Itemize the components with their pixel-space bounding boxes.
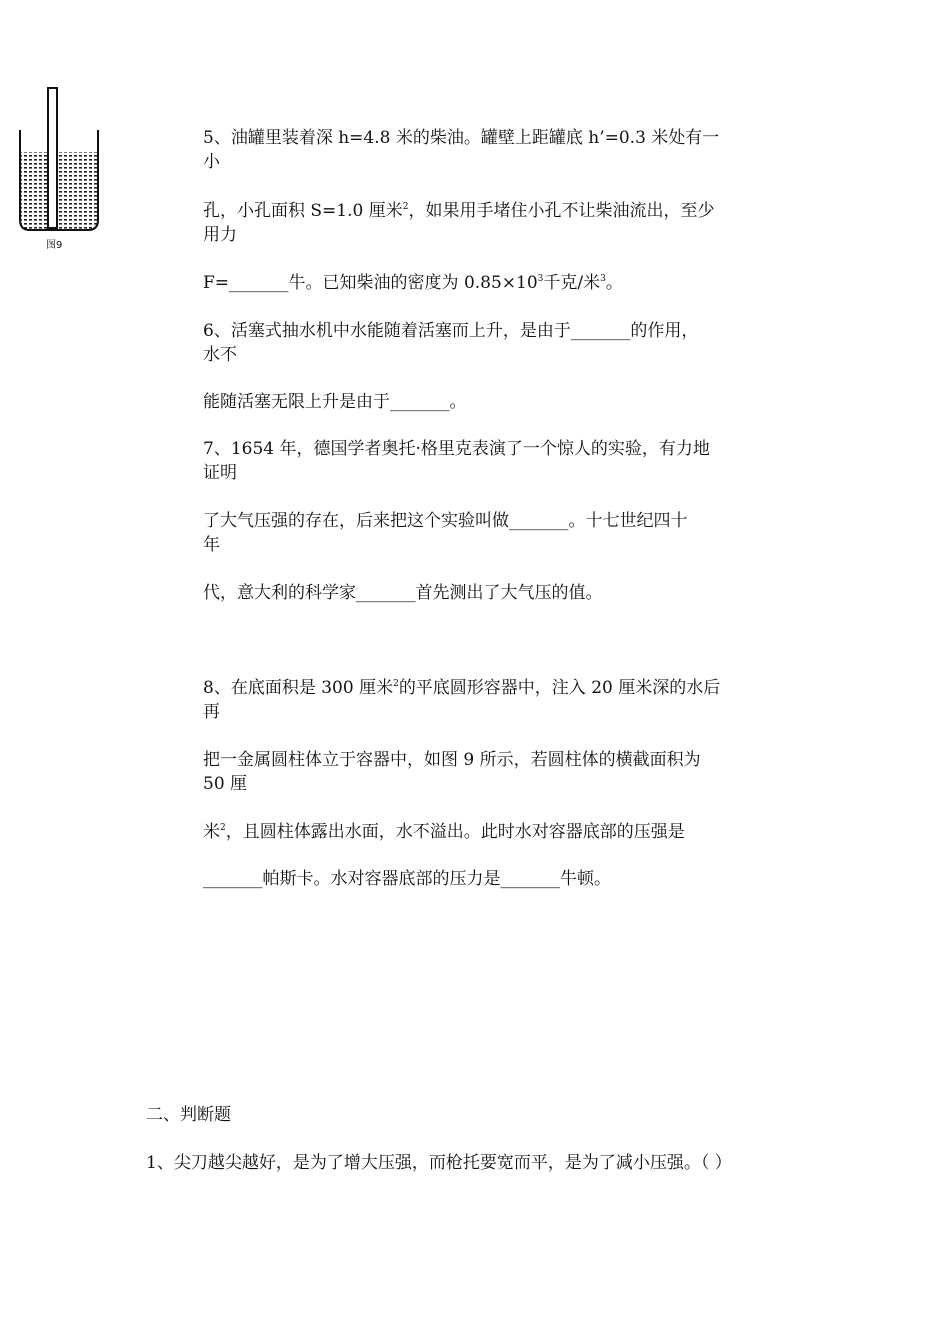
q8-line-3: 把一金属圆柱体立于容器中，如图 9 所示，若圆柱体的横截面积为: [203, 750, 701, 770]
q8-line-2: 再: [203, 702, 220, 722]
section-heading: 二、判断题: [146, 1105, 231, 1125]
q8-line-4: 50 厘: [203, 774, 248, 794]
q6-line-2: 水不: [203, 345, 237, 365]
q5-line-3: 孔，小孔面积 S=1.0 厘米$^2$，如果用手堵住小孔不让柴油流出，至少: [203, 201, 715, 221]
q6-line-3: 能随活塞无限上升是由于_______。: [203, 392, 467, 412]
q5-line-4: 用力: [203, 225, 237, 245]
q5-line-2: 小: [203, 152, 220, 172]
container-cylinder-diagram: [14, 86, 104, 236]
judgement-question-1: 1、尖刀越尖越好，是为了增大压强，而枪托要宽而平，是为了减小压强。（ ）: [146, 1153, 732, 1173]
q8-line-6: _______帕斯卡。水对容器底部的压力是_______牛顿。: [203, 869, 611, 889]
q5-line-1: 5、油罐里装着深 h=4.8 米的柴油。罐壁上距罐底 h’=0.3 米处有一: [203, 128, 720, 148]
q7-line-3: 了大气压强的存在，后来把这个实验叫做_______。十七世纪四十: [203, 511, 688, 531]
q7-line-1: 7、1654 年，德国学者奥托·格里克表演了一个惊人的实验，有力地: [203, 439, 710, 459]
q8-line-1: 8、在底面积是 300 厘米$^2$的平底圆形容器中，注入 20 厘米深的水后: [203, 678, 721, 698]
q6-line-1: 6、活塞式抽水机中水能随着活塞而上升，是由于_______的作用，: [203, 321, 699, 341]
q7-line-4: 年: [203, 535, 220, 555]
q8-line-5: 米$^2$，且圆柱体露出水面，水不溢出。此时水对容器底部的压强是: [203, 822, 685, 842]
q7-line-2: 证明: [203, 463, 237, 483]
figure-9: [14, 86, 104, 256]
q7-line-5: 代，意大利的科学家_______首先测出了大气压的值。: [203, 583, 603, 603]
q5-line-5: F=_______牛。已知柴油的密度为 $0.85\times 10^3$千克/米$^3$。: [203, 273, 623, 293]
figure-label: 图9: [46, 240, 63, 251]
